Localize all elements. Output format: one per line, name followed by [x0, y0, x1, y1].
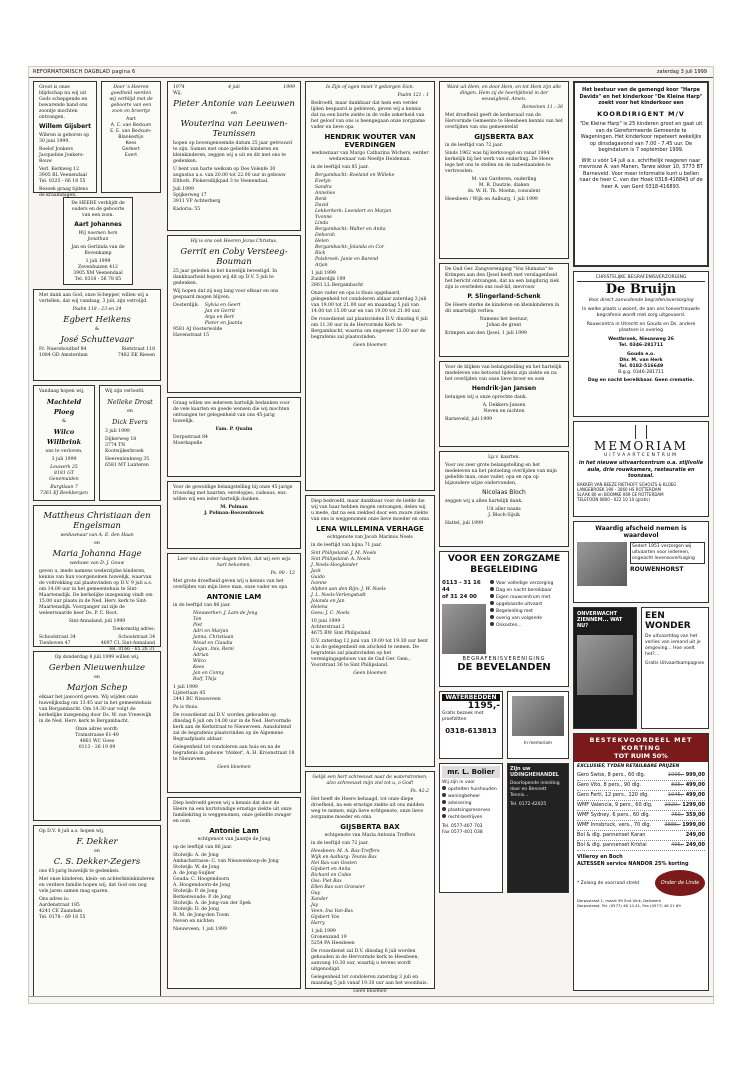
- c5ad5-text: De uitvaartdag van het verlies van iemand uit je omgeving... Hoe voelt het?...: [645, 634, 701, 657]
- c5ad6-note: * Zolang de voorraad strekt: [577, 880, 640, 886]
- b3-text: Met dank aan God, onze Schepper, willen wij u vertellen, dat wij vandaag, 3 juli, zijn vetrolijd.: [39, 293, 149, 304]
- marriage-1: [33, 505, 161, 652]
- b3-n2: José Schuttevaar: [60, 335, 134, 345]
- birth-announcement-1: [33, 81, 97, 198]
- c5ad2-brand: De Bruijn: [605, 282, 677, 297]
- b6-n1: Mattheus Christiaan den Engelsman: [43, 511, 151, 531]
- b7-n1: Gerben Nieuwenhuize: [48, 663, 146, 673]
- b5-n1: Nelleke Drost: [107, 398, 153, 406]
- header-right: zaterdag 3 juli 1999: [656, 69, 707, 75]
- b1-name: Willem Gijsbert: [39, 123, 91, 130]
- b5-a2: Heerenlonkweg 35 6581 MT Lunteren: [105, 457, 150, 468]
- c3b2-text2: D.V. zaterdag 12 juni van 19.00 tot 19.30 uur bent u in de gelegenheid om afscheid te nemen. De begrafenis zal plaatsvinden op het verenigingsgebouw van de Oud Ger. Gem., Voorstraat 36 te Sint Philipsland.: [311, 639, 428, 668]
- b4-a2: Burgtlaan 7 7361 EJ Beekbergen: [40, 485, 88, 496]
- c5ad6-addr: Dorpsstraat 1, maart 99 Sint Vink, Dalewerk Dorpsstraat, Tel. (0577) 46 14 41, Fax (0577) 46 21 69: [577, 898, 681, 908]
- b0-en: en: [231, 111, 237, 116]
- b3-amp: &: [94, 327, 100, 332]
- c5ad3-sub: UITVAARTCENTRUM: [603, 453, 679, 458]
- ad-koordirigent: [573, 81, 709, 267]
- column-2: [167, 81, 301, 993]
- price-old-5: 3885,-: [664, 822, 681, 828]
- ad3-item-4: recht-bedrijven: [448, 815, 483, 820]
- price-old-7: 495,-: [671, 842, 685, 848]
- price-old-4: 750,-: [671, 812, 685, 818]
- ad-onverwacht: [573, 607, 637, 729]
- anniversary-2: [167, 81, 301, 231]
- c4b1-date: Heesbeen / Wijk en Aalburg, 1 juli 1999: [445, 197, 538, 202]
- c5ad4-brand: ROUWENHORST: [630, 566, 684, 573]
- c2b1-text2: Wij hopen dat zij nog lang voor elkaar en ons gespaard mogen blijven.: [173, 289, 279, 300]
- c2b1-text: 25 jaar geleden in het huwelijk bevestigd. In dankbaarheid hopen wij dit op D.V. 5 juli te gedenken.: [173, 269, 278, 286]
- b8-t3: Met onze kinderen, klein- en achterkleinkinderen en verdere familie hopen wij, dat God ons nog vele jaren samen mag sparen.: [39, 877, 155, 894]
- b2-parents: Jan en Gerlinda van de Bovenkamp: [71, 245, 125, 256]
- ad1-left: [442, 580, 486, 654]
- c4b4-sig: Uit aller naam: J. Bloch-Sijsik: [486, 507, 522, 518]
- c4b3-date: Barneveld, juli 1999: [445, 417, 493, 422]
- b2-date: 1 juli 1999 Zevenhuizen 412 3905 XM Veenendaal Tel. 0318 - 56 78 65: [73, 259, 123, 282]
- ad1-item-4: Begeleiding met: [496, 609, 533, 614]
- thanks-2: [167, 481, 301, 549]
- ad1-item-3: opgebaarde uitvaart: [496, 602, 543, 607]
- price-new-5: 1999,00: [682, 822, 705, 828]
- b2-name: Aart Johannes: [74, 221, 122, 228]
- price-new-6: 249,00: [685, 832, 705, 838]
- price-new-3: 1299,00: [682, 802, 705, 808]
- b0-date-3: 1999: [283, 85, 295, 90]
- thanks-4: [439, 451, 569, 547]
- price-old-2: 1045,-: [667, 792, 685, 798]
- c3b1-sub: weduwnaar van Margo Catharina Wichers, eerder weduwnaar van Neeltje Heideman.: [311, 151, 429, 162]
- ad1-phone: 0113 - 31 16 44 of 31 24 00: [442, 580, 481, 600]
- engagement-2: [33, 385, 95, 501]
- c2b-intro: Door 's Heeren goedheid werden wij verblijd met de geboorte van een zoon en broertje: [109, 85, 153, 114]
- c2b4-name: ANTONIE LAM: [206, 593, 262, 601]
- c2b4-date: 1 juli 1999 Lijsterlaan 45 2441 BC Nieuwveen: [173, 685, 221, 702]
- aart-name: Aart A. C. van Beckum E. E. van Beckum-Blankestijn Kees Gerbert Evert: [110, 117, 152, 158]
- b0-text: hopen op bovengenoemde datum 25 jaar getrouwd te zijn. Samen met onze geliefde kinderen en kleinkinderen, zeggen wij u uit en dit met ons te gedenken.: [173, 141, 292, 164]
- c5ad5-left: ONVERWACHT ZIENNEM... WAT NU?: [577, 611, 623, 629]
- c3b2-sub: echtgenote van Jacob Marinus Noels: [327, 535, 413, 540]
- c2b1-kids: Sylvia en Geert Jan en Gerrit Anja en Bert Pieter en Jaanta: [204, 303, 243, 326]
- price-old-0: 1095,-: [667, 772, 685, 778]
- price-label-3: WMF Valencia, 9 pers., 60 dlg.: [577, 802, 653, 808]
- c2b2-addr: Dorpsstraat 84 Moerkapelle: [173, 435, 208, 446]
- c3b3-sub: echtgenote van Maria Antonia Treffers: [324, 833, 416, 838]
- c4b4-text2: zeggen wij u allen hartelijk dank.: [445, 499, 523, 504]
- column-3: [305, 81, 435, 993]
- b1-text2: Wibren is geboren op 30 juni 1999.: [39, 133, 90, 144]
- ad3-item-1: woningbeheer: [448, 794, 481, 799]
- tree-icon: [512, 696, 564, 736]
- c2b1-head: Hij is ons ook Heeren Jezus Christus.: [190, 239, 278, 244]
- b1-text: Groot is onze blijdschap nu wij uit Gods schepgende en bewarende hand ons zoontje mochten ontvangen.: [39, 85, 88, 120]
- b0-intro: Wij,: [173, 91, 182, 96]
- price-row-7: [577, 841, 705, 851]
- c4b1-name: GIJSBERTA BAX: [474, 133, 534, 141]
- ad3-item-0: opstelten huishouden: [448, 787, 497, 792]
- c5ad6-head: EXCLUSIEF, TYDEN RETAILBARE PRIJZEN: [577, 764, 680, 769]
- ad1-brandsub: BEGRAFENISVERENIGING: [462, 656, 546, 662]
- c3b2-fam: Sint Philipsland: J. M. Noels Sint Philipsland: A. Noels J. Noels-Hooglander Jack Guido Ivonne Alphen aan den Rijn: J. W. Noels J. L. Noels-Verlengstudt Jolanda en Jan Helena Goes: J. C. Noels: [311, 551, 386, 616]
- c3b1-text3: De rouwdienst zal plaatsvinden D.V. dinsdag 6 juli om 11.30 uur in de Hervormde Kerk te Bergambacht, waarna om ongeveer 13.00 uur de begrafenis zal plaatsvinden.: [311, 317, 428, 340]
- b0-n2: Wouterina van Leeuwen-Teunissen: [180, 119, 288, 139]
- c2b5-date: Nieuwveen, 1 juli 1999: [173, 927, 227, 932]
- obituary-4: [305, 495, 435, 767]
- b8-text: Op D.V. 8 juli a.s. hopen wij,: [39, 829, 105, 834]
- engagement-1: [33, 289, 161, 381]
- c3b3-fam: Heesbeen: M. A. Bax-Treffers Wijk en Aalburg: Teunis Bax Nel Bax-van Oosten Gijsbert en Anita Richard en Cobie Oss: Piet Bax Ellen Bax-van Gransier Guy Xander Jay Veen: Ina Van-Bax Gijsbert Vos Harry: [311, 849, 380, 926]
- ad2-title: WATERBEDDEN: [442, 694, 500, 701]
- c5ad6-foot: Villeroy en Boch ALTESSEN service NANDOR 25% korting: [577, 854, 689, 867]
- c4b2-name: P. Slingerland-Schenk: [467, 293, 541, 300]
- price-label-4: WMF Sydney, 6 pers., 60 dlg.: [577, 812, 651, 818]
- c5ad4-text: Sedert 1951 verzorgen wij uitvaarten voor iedereen, ongeacht levensovertuiging: [630, 542, 705, 564]
- price-new-2: 499,00: [685, 792, 705, 798]
- ad2-phone: 0318-613813: [445, 727, 497, 735]
- c2b4-verse: Ps. 90 : 12: [270, 571, 295, 576]
- ad-een-wonder: [641, 607, 709, 729]
- c5ad3-text: in het nieuwe uitvaartcentrum o.a. stijlvolle aula, drie rouwkamers, restauratie en toonzaal.: [578, 460, 704, 479]
- price-label-7: Bol & dlg. pannenset Kristal: [577, 842, 647, 848]
- obituary-1: [167, 553, 301, 793]
- c5ad2-addr: Westbroek, Nieuwweg 26 Tel. 0346-281711: [608, 337, 674, 348]
- ad1-brand: DE BEVELANDEN: [457, 662, 551, 673]
- candle-icon: [635, 425, 647, 439]
- price-row-6: [577, 831, 705, 841]
- b8-t2: ons 65-jarig huwelijk te gedenken.: [39, 869, 120, 874]
- ad2-price: 1195,-: [467, 701, 500, 711]
- c4b1-head: Want uit Hem, en door Hem, en tot Hem zijn alle dingen. Hem zij de heerlijkheid in der eeuwigheid. Amen.: [446, 85, 562, 102]
- marriage-2: [33, 651, 161, 821]
- price-row-0: [577, 771, 705, 781]
- b4-date: 3 juli 1999: [51, 457, 77, 462]
- c3b3-verse: Ps. 42:2: [410, 789, 429, 794]
- b6-reception: Toekomstig adres:: [112, 627, 155, 632]
- birth-announcement-2: [101, 81, 161, 193]
- ad-tree-text: In memoriam: [523, 740, 553, 745]
- c2b4-text2: De rouwdienst zal D.V. worden gehouden op dinsdag 6 juli om 14.00 uur in de Ned. Hervormde kerk aan de Kerkstraat te Nieuwveen. Aansluitend zal de begrafenis plaatsvinden op de Algemene Begraafplaats aldaar.: [173, 713, 291, 742]
- c2b1-addr: 9581 AJ Oosterwolde Havenstraat 15: [173, 327, 223, 338]
- b4-n2: Wilco Willbrink: [46, 428, 82, 446]
- b4-amp: &: [61, 419, 67, 424]
- c2b4-fam: Nieuwerker: J. Lam-de Jong Ton Piet Adri en Marjan Janna, Christiaan Woud en Claudia Logan, Inis, Remi Adrian Wilco Kees Jan en Conny Rolf, Thijs: [193, 611, 258, 682]
- price-old-1: 895,-: [671, 782, 685, 788]
- b0-addr: Juli 1999 Spijkerweg 17 3911 VP Achterberg: [173, 187, 221, 204]
- b6-role2: weduwe van D. J. Gouw: [69, 561, 125, 566]
- page-footer: [29, 996, 713, 1003]
- b1-addr: Verl. Kerkweg 12 3905 BL Veenendaal Tel. 0325 - 66 18 55: [39, 167, 87, 184]
- c5ad5-photo: [577, 635, 633, 695]
- page-header: [29, 67, 713, 78]
- b0-date-1: 1974: [173, 85, 185, 90]
- c3b1-name: HENDRIK WOUTER VAN EVERDINGEN: [324, 133, 416, 149]
- engagement-3: [99, 385, 161, 501]
- b5-date: 3 juli 1999: [105, 429, 130, 434]
- b6-en: en: [94, 541, 100, 546]
- b4-t2: ons te verloven.: [45, 449, 83, 454]
- b3-n1: Egbert Heikens: [63, 315, 131, 325]
- c3b3-age: in de leeftijd van 72 jaar.: [311, 841, 369, 846]
- c5ad3-brand: MEMORIAM: [594, 439, 688, 453]
- c4b3-sig: A. Dekkers-Jansen Neven en nichten: [482, 403, 526, 414]
- c4b4-date: Hattel, juli 1999: [445, 521, 484, 526]
- c5ad4-photo: [577, 542, 627, 586]
- ad1-items: [490, 580, 566, 654]
- c5ad2-text: Voor direct aanvullende begrafenisverzorging: [588, 298, 694, 303]
- obituary-6: [439, 81, 569, 259]
- c5ad2-head: CHRISTELIJKE BEGRAFENISVERZORGING: [577, 275, 705, 282]
- b5-n2: Dick Evers: [112, 418, 148, 426]
- b3-a2: Rietstraat 118 7482 EK Riesen: [117, 347, 155, 358]
- b4-n1: Machteld Ploeg: [46, 398, 82, 416]
- c3b1-text: Bedroefd, maar dankbaar dat hem een verder lijden bespaard is gebleven, geven wij u kennis dat na een korte ziekte in de volle zekerheid van het geloof van ons is heengegaan onze zorgzame vader en lieve opa: [311, 101, 426, 130]
- price-row-4: [577, 811, 705, 821]
- c2b5-age: op de leeftijd van 86 jaar.: [173, 845, 233, 850]
- c2b4-sig: Geen bloemen: [217, 765, 251, 770]
- c4b2-date: Krimpen aan den IJssel, 1 juli 1999: [445, 331, 527, 336]
- price-row-3: [577, 801, 705, 811]
- c3b3-text: Het heeft de Heere behaagd, tot onze diepe droefheid, na een ernstige ziekte uit ons midden weg te nemen, mijn lieve echtgenote, onze lieve zorgzame moeder en oma: [311, 797, 425, 820]
- ad-de-bruijn: [573, 271, 709, 417]
- price-label-1: Gero Vito, 8 pers., 90 dlg.: [577, 782, 642, 788]
- c2b4-head: Leer ons alzo onze dagen tellen, dat wij een wijs hart bekomen.: [177, 557, 291, 568]
- c3b2-sig: Geen bloemen: [353, 671, 387, 676]
- column-1a: [33, 81, 161, 1001]
- ad1-photo: [442, 604, 486, 654]
- anniversary-1: [33, 825, 161, 997]
- c2b5-name: Antonie Lam: [209, 827, 259, 835]
- obituary-3: [305, 81, 435, 491]
- c3b3-name: GIJSBERTA BAX: [340, 823, 400, 831]
- price-old-3: 2320,-: [664, 802, 681, 808]
- c5ad6-list: [574, 771, 708, 851]
- c4b4-head: Lp.v. kaarten.: [488, 455, 520, 460]
- c3b2-name: LENA WILLEMINA VERHAGE: [316, 525, 424, 533]
- b4-a1: Leuwerk 25 8181 GT Genemuiden: [49, 465, 79, 482]
- ad-zorgzame-begeleiding: [439, 551, 569, 687]
- b6-a1: Schoolstraat 34 Tienhoven 47: [39, 635, 76, 646]
- c3b2-text: Diep bedroefd, maar dankbaar voor de liefde die wij van haar hebben mogen ontvangen, delen wij u mede, dat na een ziekbed door een zware ziekte van ons is weggenomen onze lieve moeder en oma: [311, 499, 429, 522]
- c4b1-verse: Romeinen 11 : 36: [521, 105, 563, 110]
- c3b3-text2: De rouwdienst zal D.V. dinsdag 6 juli worden gehouden in de Hervormde kerk te Heesbeen, aanvang 10.30 uur, waarbij u tevens wordt uitgenodigd.: [311, 949, 419, 972]
- c2b5-fam: Stolwijk: A. de Jong Ambachstrasse: C. van Nieuwenkoop-de Jong Stolwijk: W. de Jong A. de Jong-Suijker Gouda: C. Hoogendoorn A. Hoogendoorn-de Jong Stolwijk: P. de Jong Berkenwoude: P. de Jong Stolwijk: A. de Jong-van der Spek Stolwijk: D. de Jong R. M. de Jong-den Toom Neven en nichten: [173, 853, 279, 924]
- b0-date-2: 4 juli: [228, 85, 240, 90]
- ad4-text: Doorlopende inleiding door en Bennett Tennis...: [510, 781, 560, 798]
- ad1-item-1: Dag en nacht bereikbaar: [496, 588, 552, 593]
- c5ad4-title: Waardig afscheid nemen is waardevol: [595, 525, 687, 539]
- b0-place: U bent van harte welkom op Des Volenfe 30 augustus a.s. van 20.00 tot 22.00 uur in gebouw Elthofs, Plokersdiijkpad 3 te Veenendaal.: [173, 167, 286, 184]
- ad-memoriam: [573, 421, 709, 517]
- ad1-title: VOOR EEN ZORGZAME BEGELEIDING: [447, 554, 561, 575]
- b6-role: weduwnaar van A. E. den Haan: [60, 533, 134, 538]
- ad3-item-3: plaatsingsreserves: [448, 808, 491, 813]
- c4b1-sig: M. van Garderen, ouderling M. R. Dautzie, diaken ds. W. H. Th. Moehn, consulent: [467, 177, 541, 194]
- c2b4-text: Met grote droefheid geven wij u kennis van het overlijden van mijn lieve man, onze vader en opa: [173, 579, 288, 590]
- c5ad5-sub: Gratis Uitvaartkampagnes: [645, 661, 705, 666]
- c5ad2-addr2: Gouda e.o. Dhr. M. van Herk Tel. 0182-516649: [618, 352, 664, 369]
- b7-text: Op donderdag 8 juli 1999 willen wij,: [54, 655, 140, 660]
- ad3-phone: Tel. 0577-407 703 Fax 0577-401 038: [442, 824, 483, 835]
- b1-parents: Roelof Jonkers Jacqueline Jonkers-Bouw: [39, 147, 85, 164]
- b6-a2: Schoolstraat 34 4697 CL Sint-Annaland Tel. 0166 - 65 26 31: [100, 635, 155, 652]
- c3b1-fam: Bergambacht: Roeland en Willeke Evelyn Sandra Annelies Renk David Lekkerkerk: Leendert en Marjan Yvonne Linda Bergambacht: Walter en Anita Deborah Helen Bergambacht: Jolanda en Cor Rick Polsbroek: Janie en Barend Arjan: [315, 173, 395, 268]
- c5ad2-text3: Rouwcentra in Utrecht en Gouda en Ds. andere plaatsen in overleg: [586, 322, 696, 333]
- b8-n1: F. Dekker: [76, 837, 118, 847]
- c5ad1-text2: "De Kleine Harp" is 25 kinderen groot en gaat uit van de Gereformeerde Gemeente te Wageningen. Het kinderkoor repeteert wekelijks op dinsdagavond van 7.00 - 7.45 uur. De begindatum is 7 september 1999.: [579, 121, 703, 153]
- ad-bestek: [573, 733, 709, 991]
- c2b1-plc: Oosterdijk:: [173, 303, 199, 308]
- b3-a1: Fr. Naereboutbof 84 1084 GD Amsterdam: [39, 347, 88, 358]
- b2-intro: De HEERE verblijdt de ouders en de geboorte van een zoon.: [71, 201, 125, 218]
- c4b2-sig: Namens het bestuur, Johan de grent: [479, 317, 529, 328]
- c4b1-text2: Sinds 1962 was hij kerkvoogd en vanaf 1984 kerkelijk bij het werk van onderling. De Heere lege het ons te stellen en de nabestaanden te vertroosten.: [445, 151, 554, 174]
- b8-n2: C. S. Dekker-Zegers: [53, 857, 141, 867]
- b7-text2: elkaar het jawoord geven. Wij wijden onze huwelijksdag om 13.45 uur in het gemeentehuis van Bergambacht. Om 14.30 uur volgt de kerkelijke inzegening door Ds. W. van Vreeswijk in de Ned. Herv. kerk te Bergambacht.: [39, 695, 152, 724]
- c3b2-date: 10 juni 1999 Achterstraat 2 4675 BW Sint Philipsland: [311, 619, 371, 636]
- b0-n1: Pieter Antonie van Leeuwen: [173, 99, 295, 109]
- c3b1-head: Is Zijn of ogen moet 't geborgen Sion.: [325, 85, 415, 90]
- b0-k: Kadoria: 55: [173, 207, 201, 212]
- c2b2-name: Fam. P. Qualm: [215, 427, 253, 432]
- c5ad1-role: KOORDIRIGENT M/V: [597, 109, 685, 118]
- b5-text: Wij zijn verloofd.: [105, 389, 145, 394]
- b6-text: geven u, mede namens wederzijdse kinderen, kennis van hun voorgenomen huwelijk, waarvan de voltrekking zal plaatsvinden op D.V. 9 juli a.s. om 14.00 uur in het gemeentehuis te Sint-Maartensdijk. De kerkelijke inzegening vindt om 15.00 uur plaats in de Ned. Herv. kerk te Sint-Maartensdijk. Voorganger zal zijn de weleerwaarde heer Ds. P. C. Boot.: [39, 569, 153, 616]
- b7-en: en: [94, 675, 100, 680]
- obituary-7: [439, 263, 569, 357]
- c5ad6-title: BESTEKVOORDEEL MET KORTING: [574, 734, 708, 752]
- price-row-2: [577, 791, 705, 801]
- c5ad5-title: EEN WONDER: [645, 611, 691, 631]
- c4b4-text: Voor uw zeer grote belangstelling en het medeleven na het plotseling overlijden van mijn geliefde man, onze vader, opa en opa op bijzondere wijze ondervonden,: [445, 463, 557, 486]
- column-4: [439, 81, 569, 897]
- c4b1-age: in de leeftijd van 72 jaar.: [445, 143, 503, 148]
- c3b2-age: in de leeftijd van bijna 71 jaar.: [311, 543, 382, 548]
- birth-announcement-3: [63, 197, 133, 285]
- c3b3-sig: Geen bloemen: [353, 989, 387, 994]
- price-new-0: 999,00: [685, 772, 705, 778]
- ad1-item-6: Onkosten...: [496, 623, 522, 628]
- price-new-4: 359,00: [685, 812, 705, 818]
- b8-en: en: [94, 849, 100, 854]
- c2b3-name: M. Polman J. Polman-Boezenbroek: [204, 505, 264, 516]
- c3b3-text3: Gelegenheid tot condoleren zaterdag 3 juli en maandag 5 juli vanaf 19.30 uur aan het woonhuis.: [311, 975, 428, 986]
- b8-addr: Ons adres is: Aardenstraat 185 4241 CE Zaandam Tel. 0178 - 69 16 55: [39, 897, 86, 920]
- ad3-item-2: advisering: [448, 801, 472, 806]
- c2b4-tail: Pa is thuis.: [173, 705, 199, 710]
- thanks-1: [167, 397, 301, 477]
- c4b3-name: Hendrik-Jan Jansen: [471, 385, 537, 392]
- c4b1-text: Met droefheid geeft de kerkeraad van de Hervormde Gemeente te Heesbeen kennis van het overlijden van ons gemeentelid: [445, 113, 563, 130]
- c5ad3-addr: BAKKER VAN BEEZE RIETHOFF SCHOLTS & KLOEG LANGEBROEK 190 - 3060 HS ROTTERDAM SLAAK 80 en BOOMKE 069 CE ROTTERDAM TELEFOON 0800 - 022 10 10 (gratis): [577, 481, 677, 502]
- c4b2-text2: De Heere sterke de kinderen en kleinkinderen in dit smartelijk verlies.: [445, 303, 560, 314]
- c3b1-text2: Onze vader en opa is thuis opgebaard, gelegenheid tot condoleren aldaar zaterdag 3 juli van 19.00 tot 21.00 uur en maandag 5 juli van 14.00 tot 15.00 uur en van 19.00 tot 21.00 uur.: [311, 291, 427, 314]
- newspaper-page: [28, 66, 714, 1004]
- b2-sub: Wij noemen hem Jonathan: [78, 231, 118, 242]
- c3b1-verse: Psalm 121 : 1: [397, 93, 429, 98]
- price-label-0: Gero Swiss, 8 pers., 60 dlg.: [577, 772, 646, 778]
- c5ad6-sub: TOT RUIM 50%: [574, 752, 708, 762]
- ad4-title: Zijn uw UDINGHEHANDEL: [510, 766, 559, 778]
- b1-note: Bezoek graag tijdens de kraamdagen.: [39, 187, 88, 198]
- ad-rouwenhorst: [573, 521, 709, 603]
- c2b1-name: Gerrit en Coby Versteeg-Bouman: [180, 247, 288, 267]
- c5ad2-text2: In welke plaats u woont, de aan ons toevertrouwde begrafenis wordt met zorg uitgevoerd.: [582, 307, 700, 318]
- c4b3-text: Voor de blijken van belangstelling en het hartelijk medeleven ons betoond tijdens zijn ziekte en na het overlijden van onze lieve broer en oom: [445, 365, 562, 382]
- c3b3-head: Gelijk een hert schreeuwt naar de waterstromen, alzo schreeuwt mijn ziel tot u, o God!: [312, 775, 428, 786]
- column-5: [573, 81, 709, 995]
- b7-n2: Marjon Schep: [66, 683, 128, 693]
- obituary-5: [305, 771, 435, 994]
- price-row-5: [577, 821, 705, 831]
- c3b1-date: 1 juli 1999 Zuiderdijk 199 2861 LL Bergambacht: [311, 271, 364, 288]
- b4-text: Vandaag hopen wij,: [39, 389, 85, 394]
- ad1-item-5: overig van volgende: [496, 616, 543, 621]
- price-label-6: Bol & dlg. pannenset Karan: [577, 832, 646, 838]
- c4b2-text: De Oud Ger. Zangvereniging "Vox Humana" te Krimpen aan den IJssel heeft met verslagenheid het bericht ontvangen, dat na een langdurig ziek zijn is overleden ons oud-lid, mevrouw: [445, 267, 560, 290]
- c4b3-text2: betuigen wij u onze oprechte dank.: [445, 395, 528, 400]
- b7-addr: Onze adres wordt: Tramstrasse 61-49 4861 WC Goes 0113 - 26 19 09: [75, 727, 119, 750]
- c5ad1-text: Het bestuur van de gemengd koor "Harpe Davids" en het kinderkoor "De Kleine Harp" zoekt voor het kinderkoor een: [579, 87, 703, 106]
- ad-waterbedden: [439, 691, 503, 759]
- obituary-2: [167, 797, 301, 989]
- c2b5-text: Diep bedroefd geven wij u kennis dat door de Heere na een kortstondige ernstige ziekte uit onze familiekring is weggenomen, onze geliefde zwager en oom: [173, 801, 292, 824]
- c2b5-sub: echtgenoot van Jaantje de Jong: [197, 837, 271, 842]
- c2b3-text: Voor de gewoldige belangstelling bij onze 45-jarige trouwdag met kaarten, envelopjes, cadeaus, enz. willen wij een ieder hartelijk danken.: [173, 485, 293, 502]
- c5ad2-phone: B.g.g. 0346-281711: [618, 370, 664, 375]
- ad4-phone: Tel. 0172-42025: [510, 802, 547, 807]
- ad-bolier: [439, 763, 503, 893]
- ad2-text: Gratis bezoek met proefzitten: [442, 711, 484, 722]
- c3b1-sig: Geen bloemen: [353, 343, 387, 348]
- b5-a1: Dijkerweg 18 3774 TN Kootwijkerbroek: [105, 437, 144, 454]
- price-label-5: WMF Innsbruck, vers., 70 dlg.: [577, 822, 652, 828]
- c3b3-date: 1 juli 1999 Gronenzand 19 5254 PA Heesbeen: [311, 929, 355, 946]
- ad-bennett: [507, 763, 569, 893]
- ad-tree: [507, 691, 569, 759]
- c3b1-age: in de leeftijd van 85 jaar.: [311, 165, 369, 170]
- b6-place: Sint-Annaland, juli 1999: [68, 619, 126, 624]
- thanks-3: [439, 361, 569, 447]
- c4b4-name: Nicolaas Bloch: [482, 489, 526, 496]
- price-label-2: Gero Ferti, 12 pers., 120 dlg.: [577, 792, 649, 798]
- price-new-7: 249,00: [685, 842, 705, 848]
- b3-verse: Psalm 118 : 23 en 24: [72, 307, 122, 312]
- c2b2-text: Graag willen we iedereen hartelijk bedanken voor de vele kaarten en goede wensen die wij mochten ontvangen ter gelegenheid van ons 45-jarig huwelijk.: [173, 401, 290, 424]
- c5ad1-text3: Wilt u vóór 14 juli a.s. schriftelijk reageren naar mevrouw A. van Manen, Tarwe akker 10, 3773 BT Barneveld. Voor meer informatie kunt u bellen naar de heer C. van der Hoek 0318-416843 of de heer A. van Gent 0318-416893.: [579, 157, 703, 190]
- ad1-item-2: Eigen rouwcentrum met: [496, 595, 551, 600]
- c5ad6-brand: Onder de Linde boom: [655, 870, 705, 896]
- c2b4-age: in de leeftijd van 86 jaar.: [173, 603, 231, 608]
- ad3-title: Wij zijn in voor: [442, 780, 475, 785]
- price-new-1: 499,00: [685, 782, 705, 788]
- c5ad2-foot: Dag en nacht bereikbaar. Geen crematie.: [587, 378, 695, 383]
- header-left: REFORMATORISCH DAGBLAD pagina 6: [33, 69, 136, 75]
- b6-n2: Maria Johanna Hage: [52, 549, 142, 559]
- c2b4-text3: Gelegenheid tot condoleren aan huis en na de begrafenis in gebouw 'tAnker', A. H. Kroonstraat 18 te Nieuwveen.: [173, 745, 295, 762]
- price-row-1: [577, 781, 705, 791]
- b5-en: en: [127, 409, 133, 414]
- anniversary-3: [167, 235, 301, 393]
- ad3-brand: mr. L. Bolier: [442, 766, 500, 778]
- ad1-item-0: Voor volledige verzorging: [496, 581, 554, 586]
